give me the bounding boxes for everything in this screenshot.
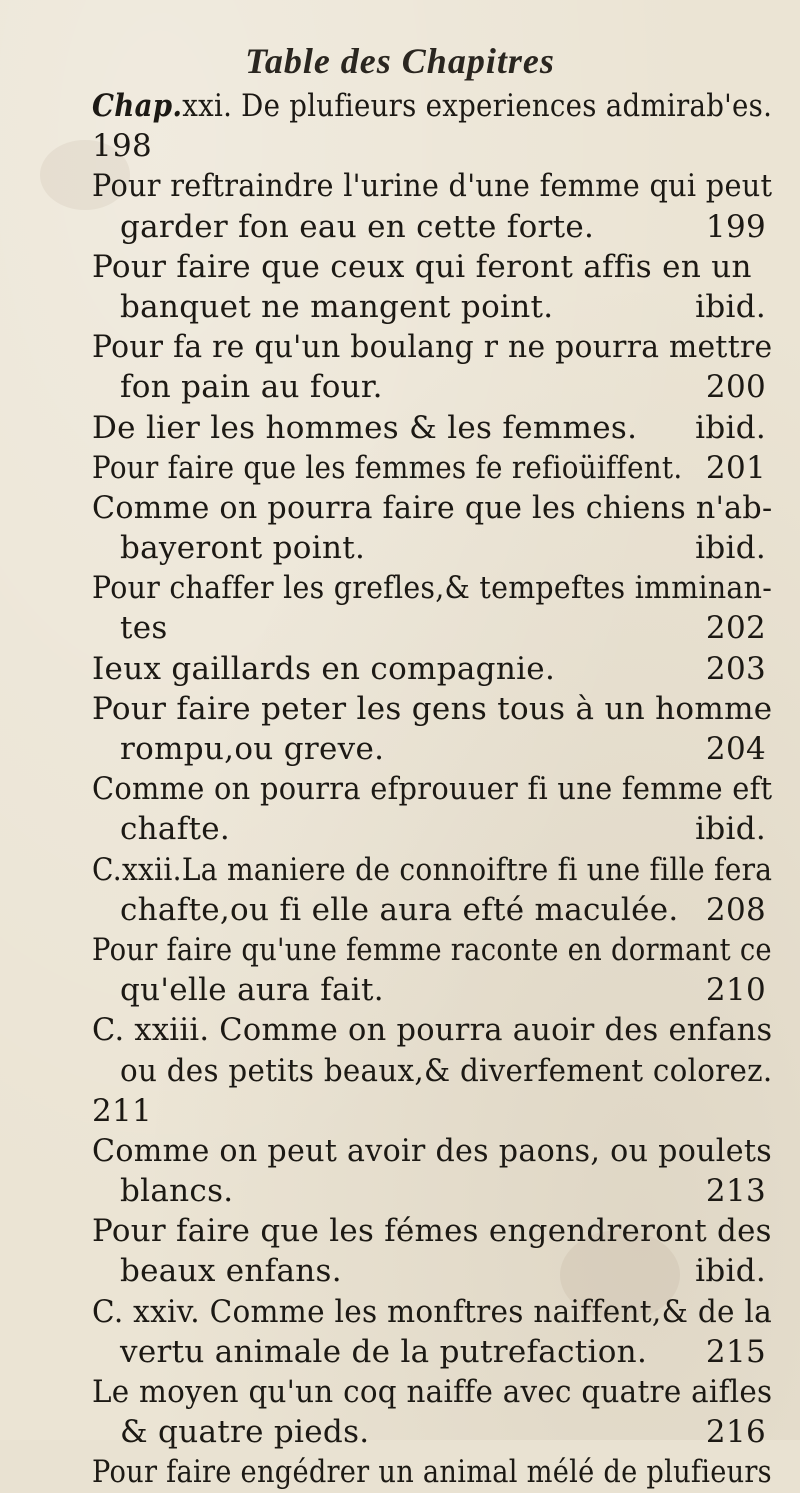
toc-line	[92, 1131, 772, 1171]
page-number: 215	[705, 1333, 766, 1370]
toc-line-text	[92, 126, 152, 166]
toc-line	[92, 1292, 772, 1332]
toc-line	[92, 86, 772, 126]
entry-title: Comme on pourra faire que les chiens n'ab-	[92, 489, 773, 526]
entry-title: 198	[92, 128, 153, 165]
entry-title: 211	[92, 1092, 153, 1129]
toc-line	[92, 247, 772, 287]
toc-line-text	[92, 327, 772, 367]
toc-line-text	[120, 287, 553, 327]
page-number: ibid.	[695, 288, 766, 325]
entry-title: chafte.	[120, 811, 231, 848]
entry-title: blancs.	[120, 1173, 234, 1210]
toc-line-text	[92, 1211, 772, 1251]
entry-title: De lier les hommes & les femmes.	[92, 409, 638, 446]
page-number: 200	[705, 369, 766, 406]
entry-title: Pour faire que ceux qui feront affis en un	[92, 248, 752, 285]
toc-line-text	[92, 448, 682, 488]
entry-title: banquet ne mangent point.	[120, 288, 554, 325]
toc-line	[92, 327, 772, 367]
entry-title: Comme on pourra efprouuer fi une femme eft	[92, 771, 773, 808]
entry-title: bayeront point.	[120, 530, 366, 567]
entry-title: tes	[120, 610, 168, 647]
toc-line	[92, 850, 772, 890]
page-number: 213	[705, 1173, 766, 1210]
toc-line-text	[92, 1452, 772, 1492]
toc-line	[92, 1051, 772, 1091]
toc-line	[92, 367, 772, 407]
page-number: 204	[705, 731, 766, 767]
toc-line	[92, 287, 772, 327]
toc-line	[92, 1452, 772, 1492]
toc-line-text	[92, 247, 752, 287]
toc-line-text	[120, 729, 384, 769]
toc-line	[92, 528, 772, 568]
entry-title: ou des petits beaux,& diverfement colorez.	[120, 1052, 773, 1089]
entry-title: Comme on peut avoir des paons, ou poulets	[92, 1132, 772, 1169]
entry-title: xxi. De plufieurs experiences admirab'es.	[182, 88, 773, 124]
entry-title: Pour fa re qu'un boulang r ne pourra mettre	[92, 329, 773, 366]
toc-line	[92, 890, 772, 930]
toc-line	[92, 809, 772, 849]
toc-line-text	[120, 1412, 369, 1452]
toc-line-text	[120, 207, 594, 247]
entry-title: rompu,ou greve.	[120, 731, 385, 767]
toc-line-text	[120, 608, 168, 648]
toc-line	[92, 1251, 772, 1291]
page-number: 208	[705, 891, 766, 928]
toc-line	[92, 1412, 772, 1452]
toc-line	[92, 769, 772, 809]
page-number: 199	[705, 208, 766, 245]
entry-title: Pour chaffer les grefles,& tempeftes imminan-	[92, 570, 773, 607]
toc-line-text	[92, 166, 772, 206]
toc-line	[92, 126, 772, 166]
toc-line	[92, 1010, 772, 1050]
toc-line-text	[92, 488, 772, 528]
toc-line	[92, 207, 772, 247]
entry-title: garder fon eau en cette forte.	[120, 208, 595, 245]
toc-line-text	[120, 1332, 647, 1372]
toc-line-text	[92, 930, 772, 970]
entry-title: qu'elle aura fait.	[120, 972, 384, 1009]
toc-line-text	[92, 689, 772, 729]
page-number: 203	[705, 650, 766, 687]
entry-title: Pour faire engédrer un animal mélé de plufieurs	[92, 1454, 772, 1491]
page-number: 201	[705, 449, 766, 486]
entry-title: vertu animale de la putrefaction.	[120, 1333, 648, 1370]
table-of-contents	[92, 86, 772, 1493]
toc-line-text	[92, 850, 772, 890]
entry-title: Pour faire que les femmes fe refioüiffent.	[92, 449, 683, 486]
toc-line-text	[120, 1251, 342, 1291]
toc-line-text	[92, 1010, 772, 1050]
toc-line	[92, 1171, 772, 1211]
toc-line-text	[120, 970, 384, 1010]
toc-line	[92, 608, 772, 648]
entry-title: chafte,ou fi elle aura efté maculée.	[120, 891, 679, 928]
toc-line	[92, 970, 772, 1010]
toc-line-text	[92, 86, 772, 126]
toc-line-text	[120, 809, 230, 849]
toc-line-text	[92, 568, 772, 608]
chapter-abbrev: Chap.	[92, 88, 183, 124]
toc-line	[92, 166, 772, 206]
entry-title: Pour faire que les fémes engendreront des	[92, 1213, 772, 1250]
toc-line	[92, 488, 772, 528]
toc-line	[92, 1091, 772, 1131]
running-header: Table des Chapitres	[245, 41, 555, 81]
page-number: ibid.	[695, 409, 766, 446]
toc-line-text	[120, 367, 383, 407]
toc-line-text	[120, 1171, 233, 1211]
entry-title: beaux enfans.	[120, 1253, 342, 1290]
toc-line-text	[120, 890, 679, 930]
entry-title: Pour reftraindre l'urine d'une femme qui peut	[92, 168, 773, 205]
toc-line	[92, 1332, 772, 1372]
entry-title: Pour faire qu'une femme raconte en dormant ce	[92, 931, 772, 968]
toc-line	[92, 729, 772, 769]
page-number: ibid.	[695, 530, 766, 567]
toc-line	[92, 930, 772, 970]
entry-title: & quatre pieds.	[120, 1414, 370, 1451]
entry-title: fon pain au four.	[120, 369, 383, 406]
entry-title: C. xxiii. Comme on pourra auoir des enfans	[92, 1012, 773, 1049]
page-number: ibid.	[695, 811, 766, 848]
toc-line	[92, 448, 772, 488]
toc-line-text	[92, 1091, 152, 1131]
toc-line-text	[120, 1051, 772, 1091]
page-number: 210	[705, 972, 766, 1009]
toc-line	[92, 649, 772, 689]
entry-title: C. xxiv. Comme les monftres naiffent,& de la	[92, 1293, 773, 1330]
toc-line-text	[92, 1292, 772, 1332]
page-number: 216	[705, 1414, 766, 1451]
entry-title: C.xxii.La maniere de connoiftre fi une fille fera	[92, 851, 773, 888]
entry-title: Ieux gaillards en compagnie.	[92, 650, 556, 687]
toc-line-text	[92, 1131, 772, 1171]
toc-line-text	[92, 649, 555, 689]
toc-line-text	[92, 1372, 772, 1412]
toc-line	[92, 568, 772, 608]
toc-line	[92, 1211, 772, 1251]
toc-line-text	[92, 769, 772, 809]
toc-line	[92, 689, 772, 729]
toc-line	[92, 408, 772, 448]
toc-line-text	[120, 528, 365, 568]
entry-title: Pour faire peter les gens tous à un homme	[92, 690, 773, 727]
entry-title: Le moyen qu'un coq naiffe avec quatre aifles	[92, 1374, 773, 1410]
toc-line	[92, 1372, 772, 1412]
toc-line-text	[92, 408, 637, 448]
page-number: ibid.	[695, 1253, 766, 1290]
page-number: 202	[705, 610, 766, 647]
